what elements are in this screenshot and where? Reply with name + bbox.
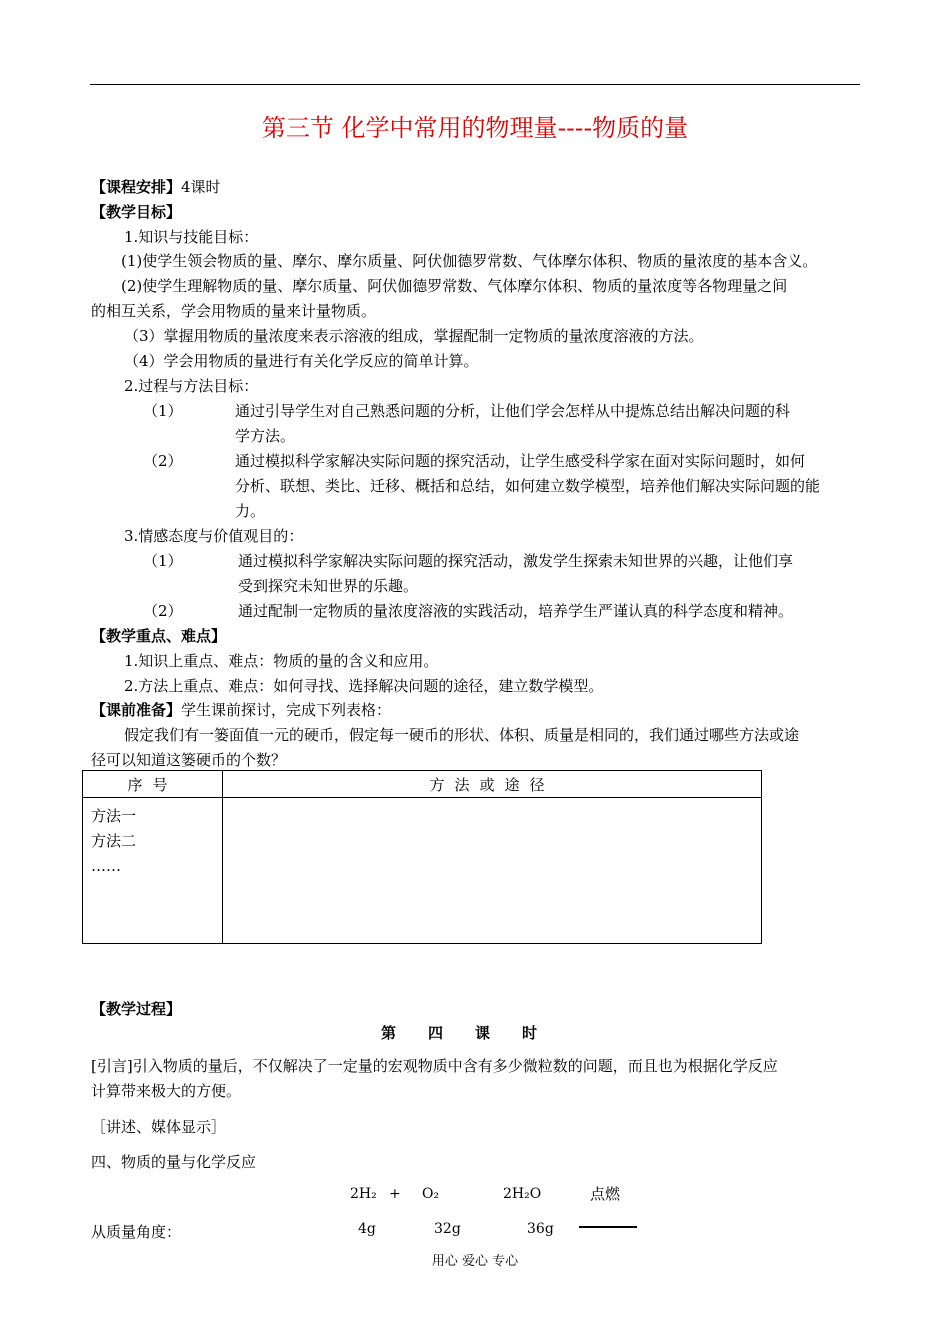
- mass-o2: 32g: [434, 1221, 461, 1237]
- objective-section-1: 1.知识与技能目标：: [124, 228, 259, 246]
- prep-value: 学生课前探讨，完成下列表格：: [181, 701, 392, 719]
- objective-3-1a: 通过模拟科学家解决实际问题的探究活动，激发学生探索未知世界的兴趣，让他们享: [238, 552, 794, 570]
- keypoint-1: 1.知识上重点、难点：物质的量的含义和应用。: [124, 652, 439, 670]
- reactant-o2: O₂: [422, 1186, 440, 1202]
- plus-sign: +: [389, 1186, 401, 1202]
- objectives-heading: 【教学目标】: [91, 203, 182, 221]
- objective-3-2-num: （2）: [143, 602, 183, 620]
- table-row-label: 方法二: [91, 832, 137, 850]
- schedule-line: [91, 176, 221, 197]
- table-index-cell: [83, 798, 223, 944]
- prep-question-a: 假定我们有一篓面值一元的硬币，假定每一硬币的形状、体积、质量是相同的，我们通过哪些方法或途: [124, 726, 800, 744]
- objective-2-2-num: （2）: [143, 452, 183, 470]
- prep-line: [91, 699, 391, 720]
- objective-2-1-num: （1）: [143, 402, 183, 420]
- mass-h2o: 36g: [527, 1221, 554, 1237]
- table-header-method: 方法或途径: [223, 771, 762, 798]
- process-heading: 【教学过程】: [91, 1000, 182, 1018]
- objective-3-1b: 受到探究未知世界的乐趣。: [238, 577, 419, 595]
- table-header-index: 序号: [83, 771, 223, 798]
- schedule-label: 【课程安排】: [91, 178, 182, 196]
- keypoints-heading: 【教学重点、难点】: [91, 627, 227, 645]
- objective-1-1: (1)使学生领会物质的量、摩尔、摩尔质量、阿伏伽德罗常数、气体摩尔体积、物质的量浓度的基本含义。: [121, 252, 818, 270]
- objective-2-2b: 分析、联想、类比、迁移、概括和总结，如何建立数学模型，培养他们解决实际问题的能: [235, 477, 821, 495]
- mass-h2: 4g: [358, 1221, 376, 1237]
- page-footer: 用心 爱心 专心: [431, 1254, 519, 1269]
- table-header-row: [83, 771, 762, 798]
- reaction-arrow: [579, 1226, 637, 1228]
- objective-1-3: （3）掌握用物质的量浓度来表示溶液的组成，掌握配制一定物质的量浓度溶液的方法。: [124, 327, 704, 345]
- reaction-condition: 点燃: [590, 1185, 621, 1203]
- table-row-label: ……: [91, 857, 121, 875]
- objective-1-2b: 的相互关系，学会用物质的量来计量物质。: [91, 302, 377, 320]
- lesson-heading: 第四课时: [380, 1024, 569, 1042]
- header-rule: [90, 84, 860, 85]
- table-row-label: 方法一: [91, 807, 137, 825]
- prep-label: 【课前准备】: [91, 701, 182, 719]
- intro-line-b: 计算带来极大的方便。: [91, 1082, 242, 1100]
- objective-2-2a: 通过模拟科学家解决实际问题的探究活动，让学生感受科学家在面对实际问题时，如何: [235, 452, 806, 470]
- media-label: ［讲述、媒体显示］: [91, 1118, 227, 1136]
- objective-2-1b: 学方法。: [235, 427, 296, 445]
- objective-1-2a: (2)使学生理解物质的量、摩尔质量、阿伏伽德罗常数、气体摩尔体积、物质的量浓度等各物理量之间: [121, 277, 788, 295]
- objective-1-4: （4）学会用物质的量进行有关化学反应的简单计算。: [124, 352, 479, 370]
- intro-line-a: [91, 1055, 778, 1076]
- section-title: 四、物质的量与化学反应: [91, 1153, 257, 1171]
- methods-table: [82, 770, 762, 944]
- objective-3-1-num: （1）: [143, 552, 183, 570]
- table-method-cell: [223, 798, 762, 944]
- objective-2-2c: 力。: [235, 502, 266, 520]
- page-title: 第三节 化学中常用的物理量----物质的量: [261, 114, 689, 142]
- objective-section-2: 2.过程与方法目标：: [124, 377, 259, 395]
- table-body-row: [83, 798, 762, 944]
- schedule-value: 4课时: [181, 178, 221, 196]
- prep-question-b: 径可以知道这篓硬币的个数？: [91, 751, 287, 769]
- objective-section-3: 3.情感态度与价值观目的：: [124, 527, 304, 545]
- objective-2-1a: 通过引导学生对自己熟悉问题的分析，让他们学会怎样从中提炼总结出解决问题的科: [235, 402, 791, 420]
- keypoint-2: 2.方法上重点、难点：如何寻找、选择解决问题的途径，建立数学模型。: [124, 677, 604, 695]
- objective-3-2: 通过配制一定物质的量浓度溶液的实践活动，培养学生严谨认真的科学态度和精神。: [238, 602, 794, 620]
- product-h2o: 2H₂O: [503, 1186, 542, 1202]
- mass-label: 从质量角度：: [91, 1223, 182, 1241]
- reactant-h2: 2H₂: [350, 1186, 377, 1202]
- intro-text-a: 引入物质的量后，不仅解决了一定量的宏观物质中含有多少微粒数的问题，而且也为根据化学反应: [132, 1057, 778, 1075]
- intro-label: [引言]: [91, 1057, 133, 1075]
